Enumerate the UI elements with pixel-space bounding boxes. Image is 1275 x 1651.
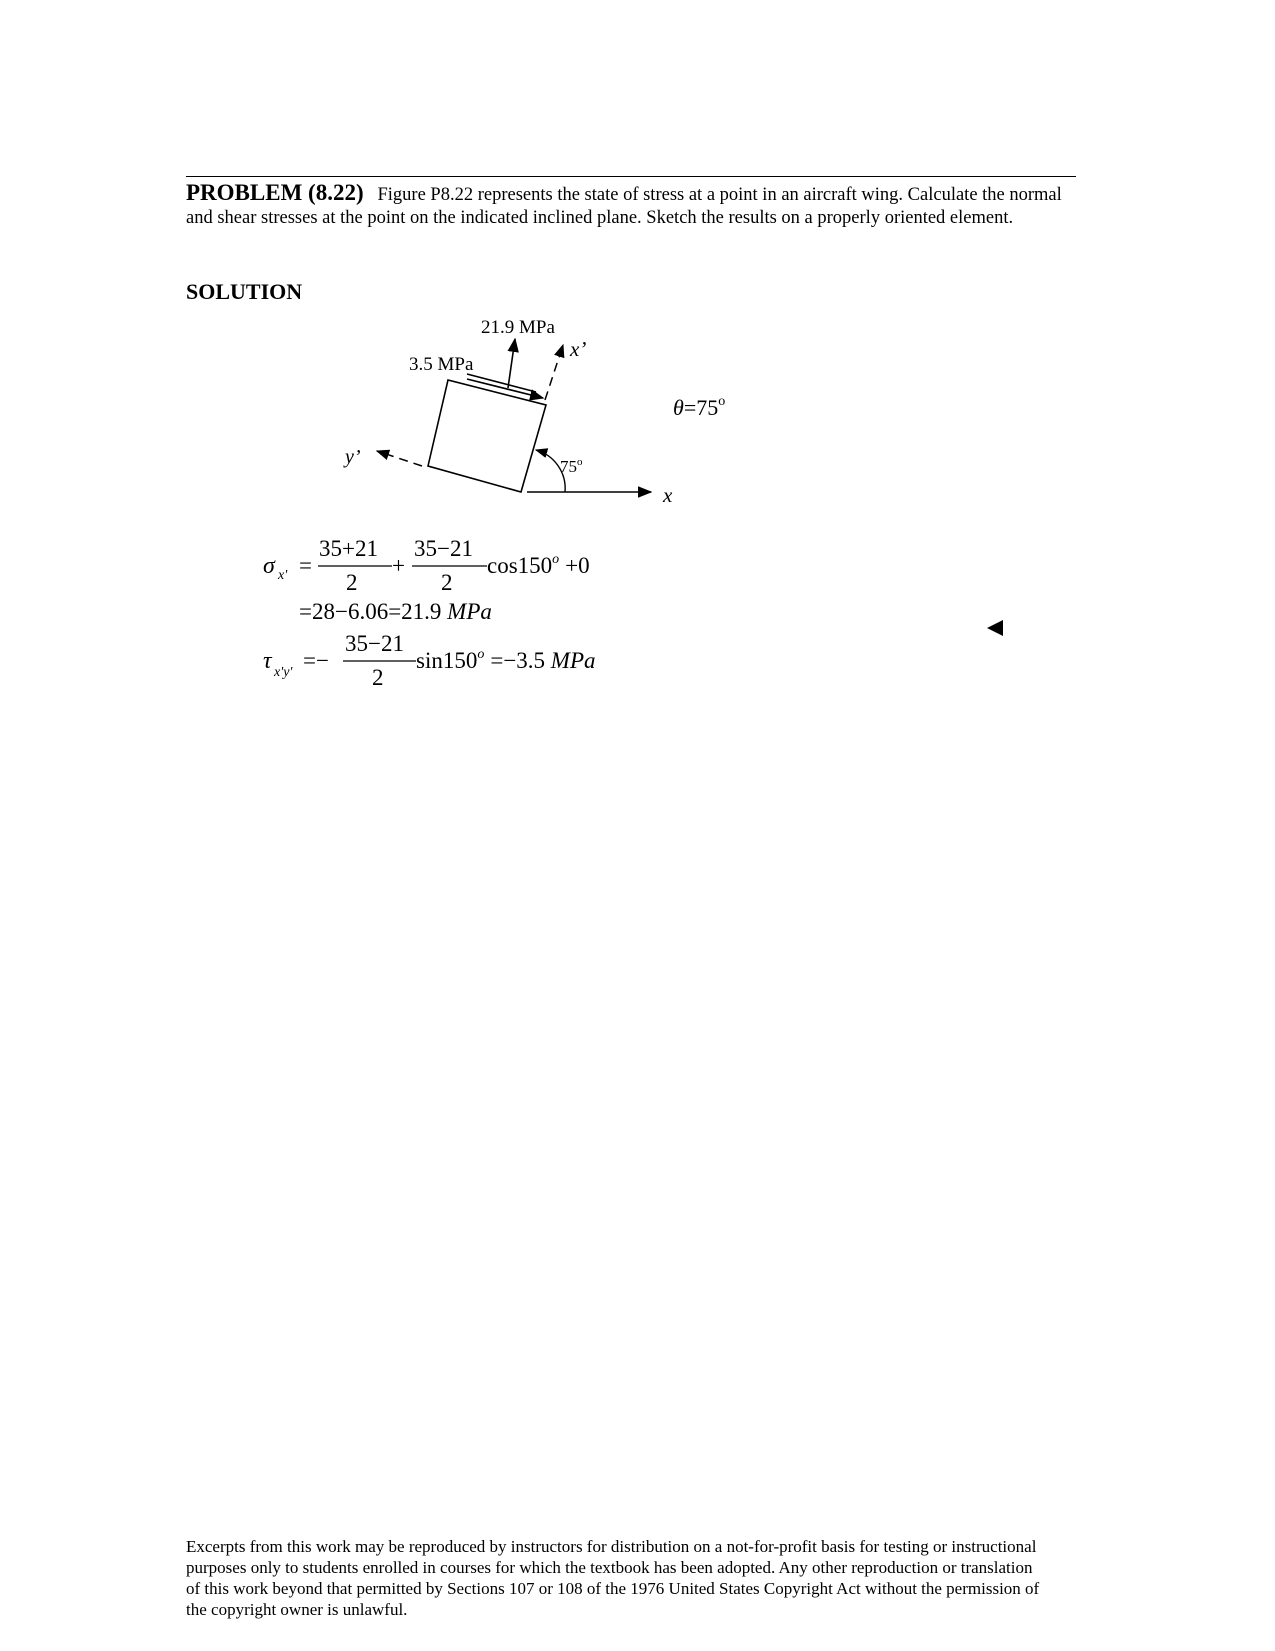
y-prime-label: y’ bbox=[345, 446, 361, 468]
tau-subscript: x'y' bbox=[274, 665, 293, 680]
answer-marker-icon bbox=[987, 620, 1003, 636]
tau-equals: =− bbox=[303, 648, 329, 673]
frac1-numerator: 35+21 bbox=[319, 536, 378, 561]
normal-stress-arrow bbox=[508, 339, 515, 388]
stress-element bbox=[428, 380, 546, 492]
frac3-denominator: 2 bbox=[372, 665, 384, 690]
problem-text: Figure P8.22 represents the state of stress at a point in an aircraft wing. Calculate the normal and shear stresses at the point on the indicated inclined plane. Sketch the results on a properly oriented element. bbox=[186, 185, 1062, 228]
x-prime-label: x’ bbox=[570, 337, 587, 361]
problem-label: PROBLEM (8.22) bbox=[186, 180, 364, 205]
shear-stress-label: 3.5 MPa bbox=[409, 354, 474, 375]
sigma-subscript: x' bbox=[278, 568, 288, 583]
tau-symbol: τ bbox=[263, 648, 272, 674]
sin-term: $\sin 150^o =-3.5$ MPa bbox=[416, 647, 596, 673]
tau-equation bbox=[263, 631, 596, 690]
frac1-denominator: 2 bbox=[346, 570, 358, 595]
sigma-equation bbox=[263, 536, 590, 595]
theta-label: $\theta=75^o$ bbox=[673, 394, 726, 420]
shear-stress-arrow-line bbox=[467, 374, 536, 392]
solution-heading: SOLUTION bbox=[186, 279, 303, 304]
sigma-equals: = bbox=[299, 553, 312, 578]
angle-label: 75$^o$ bbox=[560, 456, 583, 476]
cos-term: $\cos 150^o +0$ bbox=[487, 552, 590, 578]
normal-stress-label: 21.9 MPa bbox=[481, 317, 555, 338]
frac3-numerator: 35−21 bbox=[345, 631, 404, 656]
frac2-numerator: 35−21 bbox=[414, 536, 473, 561]
x-axis-label: x bbox=[663, 483, 673, 507]
copyright-footer: Excerpts from this work may be reproduced by instructors for distribution on a not-for-profit basis for testing or instructional purposes only to students enrolled in courses for which the textbook has been adopted. Any other reproduction or translation of this work beyond that permitted by Sections 107 or 108 of the 1976 United States Copyright Act without the permission of the copyright owner is unlawful. bbox=[186, 1537, 1040, 1619]
element-square bbox=[428, 380, 546, 492]
x-prime-axis bbox=[545, 345, 563, 400]
sigma-symbol: σ bbox=[263, 553, 275, 579]
sigma-result: =28−6.06=21.9 MPa bbox=[299, 599, 492, 624]
y-prime-axis bbox=[377, 451, 422, 466]
plus-sign: + bbox=[392, 553, 405, 578]
frac2-denominator: 2 bbox=[441, 570, 453, 595]
